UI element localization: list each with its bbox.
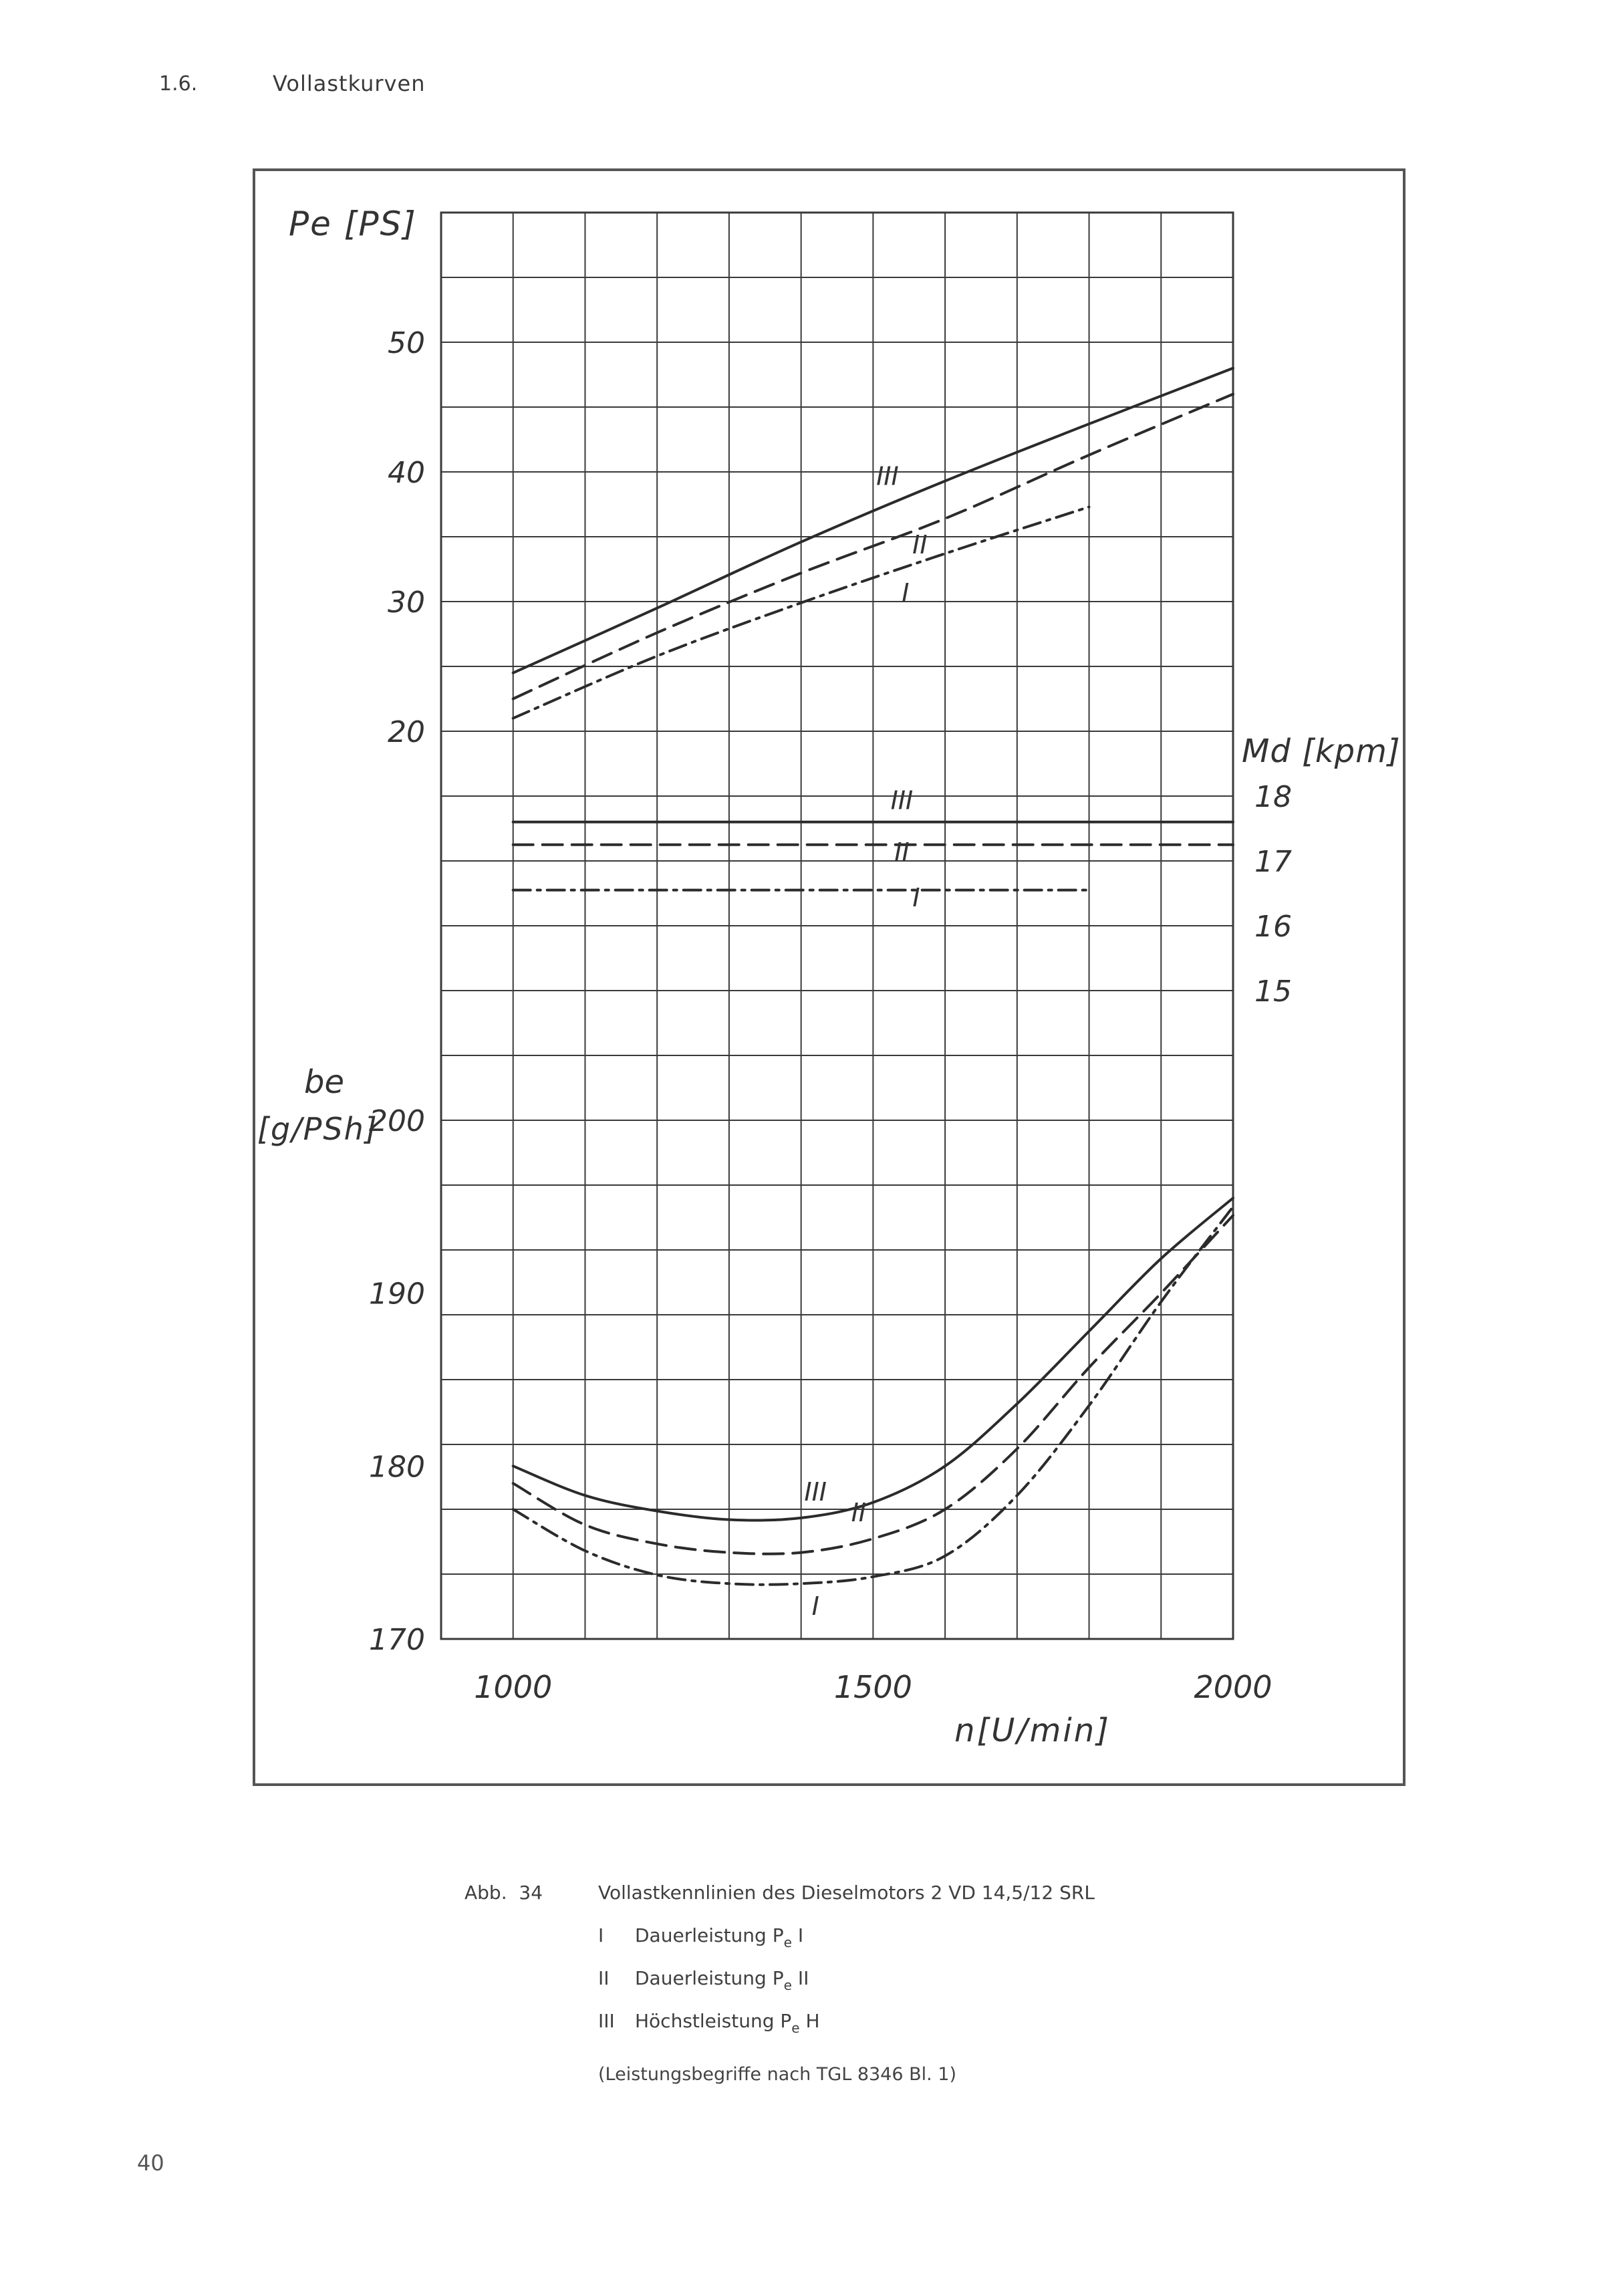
- curve-label-torque-II: II: [894, 838, 910, 867]
- curve-label-consumption-III: III: [804, 1477, 827, 1507]
- curve-label-consumption-II: II: [851, 1498, 867, 1528]
- y-tick-label: 16: [1254, 910, 1292, 944]
- y-tick-label: 30: [388, 586, 425, 620]
- legend-key-1: I: [598, 1924, 604, 1946]
- section-number: 1.6.: [159, 72, 198, 96]
- caption-text: Vollastkennlinien des Dieselmotors 2 VD 14,5/12 SRL: [598, 1882, 1095, 1904]
- caption-note: (Leistungsbegriffe nach TGL 8346 Bl. 1): [598, 2064, 957, 2085]
- y-axis-title-power: Pe [PS]: [289, 205, 417, 243]
- curve-label-torque-III: III: [890, 785, 914, 815]
- legend-item-3: Höchstleistung $P_e$ H: [635, 2010, 820, 2036]
- curve-label-power-I: I: [902, 578, 910, 608]
- legend-key-3: III: [598, 2010, 615, 2032]
- x-tick-label: 2000: [1194, 1669, 1272, 1705]
- y-tick-label: 15: [1254, 975, 1292, 1009]
- y-tick-label: 180: [369, 1450, 425, 1485]
- legend-item-2: Dauerleistung $P_e$ II: [635, 1967, 809, 1993]
- y-axis-title-consumption-unit: [g/PSh]: [257, 1111, 378, 1147]
- y-tick-label: 50: [388, 326, 425, 360]
- chart-labels: [257, 205, 1401, 1749]
- y-tick-label: 190: [369, 1277, 425, 1311]
- curve-label-power-II: II: [912, 530, 928, 560]
- y-axis-title-consumption-symbol: be: [304, 1063, 344, 1101]
- legend-key-2: II: [598, 1967, 610, 1989]
- y-tick-label: 170: [369, 1623, 425, 1657]
- y-tick-label: 20: [388, 715, 425, 749]
- chart-grid: [441, 213, 1233, 1639]
- y-axis-title-torque: Md [kpm]: [1242, 733, 1401, 770]
- curve-label-power-III: III: [876, 461, 899, 491]
- x-tick-label: 1500: [833, 1669, 912, 1705]
- x-tick-label: 1000: [474, 1669, 553, 1705]
- y-tick-label: 200: [369, 1104, 425, 1138]
- y-tick-label: 18: [1254, 780, 1292, 814]
- curve-label-torque-I: I: [912, 882, 920, 912]
- caption-label: Abb.: [464, 1882, 507, 1904]
- page-number: 40: [137, 2150, 164, 2176]
- legend-item-1: Dauerleistung $P_e$ I: [635, 1924, 804, 1950]
- y-tick-label: 17: [1254, 845, 1292, 879]
- y-tick-label: 40: [388, 456, 425, 490]
- caption-number: 34: [519, 1882, 543, 1904]
- x-axis-label: n[U/min]: [954, 1712, 1111, 1749]
- section-title: Vollastkurven: [273, 71, 426, 96]
- curve-label-consumption-I: I: [811, 1591, 819, 1621]
